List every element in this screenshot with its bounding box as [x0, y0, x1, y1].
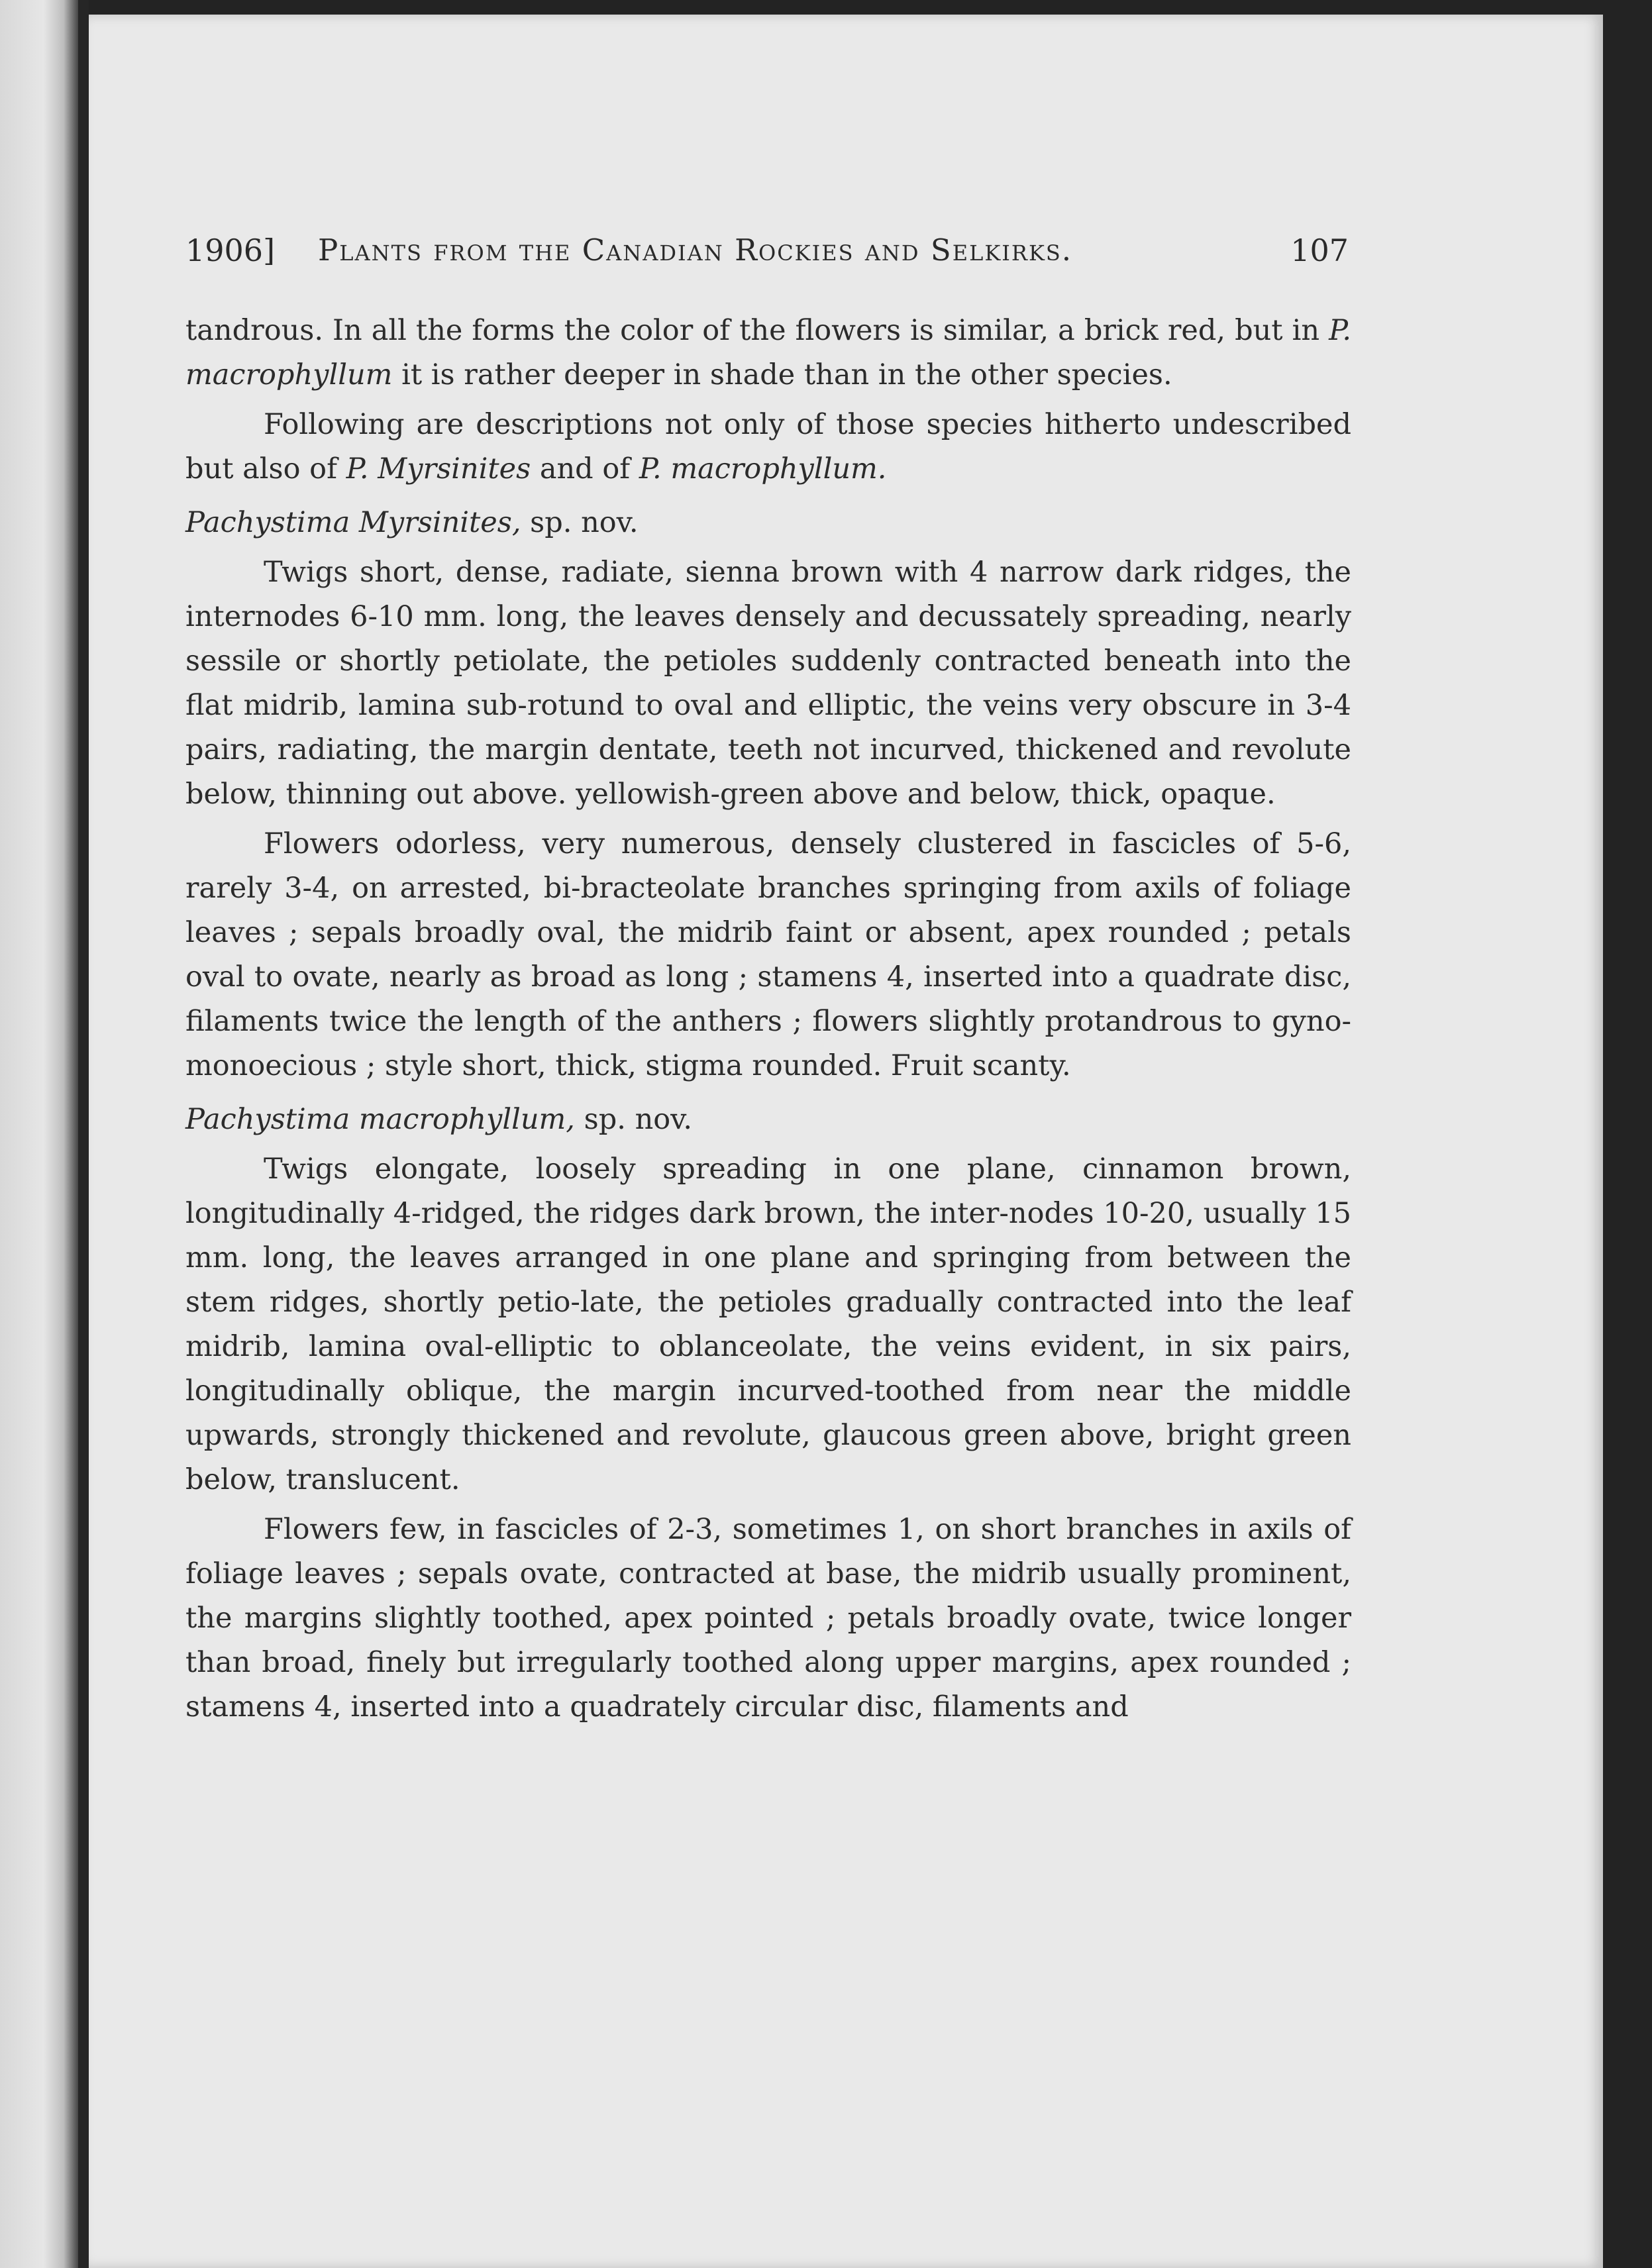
- text-span: and of: [531, 452, 639, 486]
- species-note: sp. nov.: [574, 1103, 693, 1136]
- book-gutter: [78, 0, 89, 2268]
- italic-species-name: P. macrophyllum.: [639, 452, 887, 486]
- paragraph-intro-continued: [185, 309, 1351, 397]
- paragraph-macrophyllum-twigs: Twigs elongate, loosely spreading in one plane, cinnamon brown, longitudinally 4-ridged, the ridges dark brown, the inter-nodes 10-20, usually 15 mm. long, the leaves arranged in one plane and springing from between the stem ridges, shortly petio-late, the petioles gradually contracted into the leaf midrib, lamina oval-elliptic to oblanceolate, the veins evident, in six pairs, longitudinally oblique, the margin incurved-toothed from near the middle upwards, strongly thickened and revolute, glaucous green above, bright green below, translucent.: [185, 1153, 1351, 1496]
- page-number: 107: [1290, 232, 1349, 268]
- paragraph-macrophyllum-flowers: Flowers few, in fascicles of 2-3, sometimes 1, on short branches in axils of foliage leaves ; sepals ovate, contracted at base, the midrib usually prominent, the margins slightly toothed, apex pointed ; petals broadly ovate, twice longer than broad, finely but irregularly toothed along upper margins, apex rounded ; stamens 4, inserted into a quadrately circular disc, filaments and: [185, 1513, 1351, 1724]
- italic-species-name: P. Myrsinites: [346, 452, 531, 486]
- paragraph-myrsinites-flowers: Flowers odorless, very numerous, densely clustered in fascicles of 5-6, rarely 3-4, on arrested, bi-bracteolate branches springing from axils of foliage leaves ; sepals broadly oval, the midrib faint or absent, apex rounded ; petals oval to ovate, nearly as broad as long ; stamens 4, inserted into a quadrate disc, filaments twice the length of the anthers ; flowers slightly protandrous to gyno-monoecious ; style short, thick, stigma rounded. Fruit scanty.: [185, 827, 1351, 1082]
- species-name: Pachystima macrophyllum,: [185, 1103, 575, 1136]
- species-heading-macrophyllum: [185, 1098, 1351, 1142]
- left-page-edge: [0, 0, 79, 2268]
- species-note: sp. nov.: [521, 506, 639, 539]
- body-text: [185, 309, 1351, 1729]
- species-name: Pachystima Myrsinites,: [185, 506, 521, 539]
- species-heading-myrsinites: [185, 501, 1351, 545]
- italic-species-name: P. macrophyllum: [185, 314, 1351, 391]
- header-title: Plants from the Canadian Rockies and Selkirks.: [318, 232, 1073, 268]
- text-span: it is rather deeper in shade than in the other species.: [392, 358, 1172, 391]
- paragraph-myrsinites-twigs: Twigs short, dense, radiate, sienna brown with 4 narrow dark ridges, the internodes 6-10 mm. long, the leaves densely and decussately spreading, nearly sessile or shortly petiolate, the petioles suddenly contracted beneath into the flat midrib, lamina sub-rotund to oval and elliptic, the veins very obscure in 3-4 pairs, radiating, the margin dentate, teeth not incurved, thickened and revolute below, thinning out above. yellowish-green above and below, thick, opaque.: [185, 556, 1351, 811]
- paragraph-following: [185, 403, 1351, 491]
- text-span: tandrous. In all the forms the color of the flowers is similar, a brick red, but in: [185, 314, 1329, 347]
- header-year: 1906]: [185, 232, 276, 268]
- running-header: [185, 224, 1349, 277]
- text-span: Following are descriptions not only of those species hitherto undescribed but also of: [185, 408, 1351, 486]
